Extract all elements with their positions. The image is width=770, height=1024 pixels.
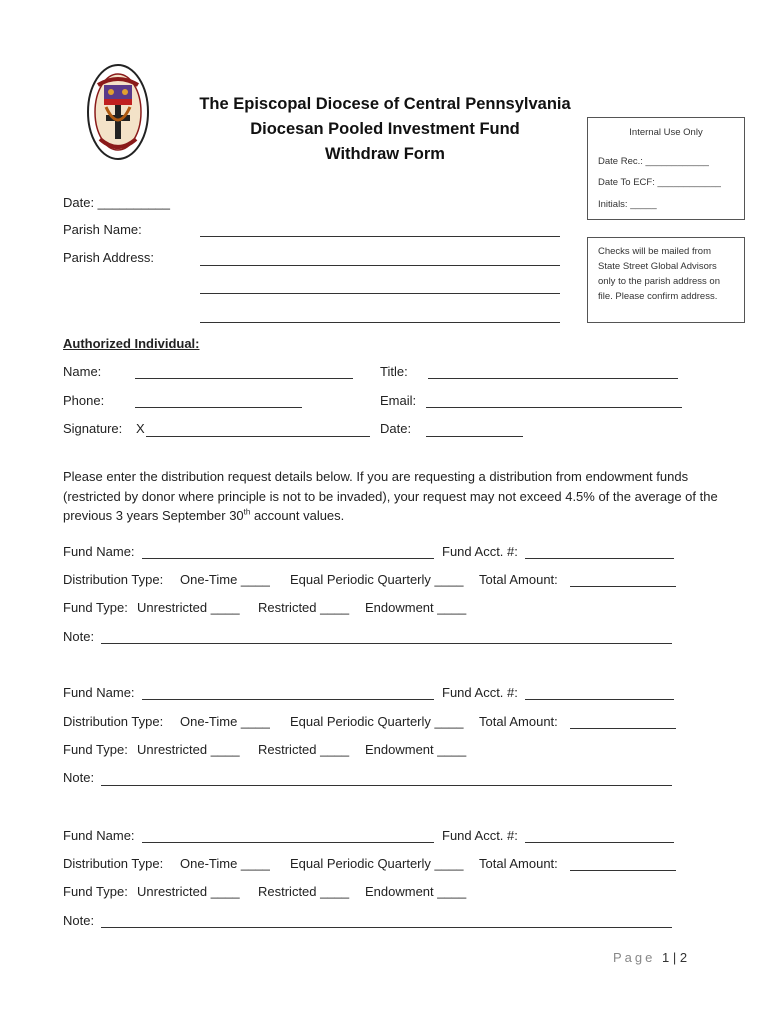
equal-periodic-option[interactable]: Equal Periodic Quarterly ____	[290, 572, 464, 587]
endowment-option[interactable]: Endowment ____	[365, 742, 467, 757]
auth-date-label: Date:	[380, 421, 412, 436]
note-line[interactable]	[101, 785, 672, 786]
page-number-footer	[613, 950, 687, 965]
auth-signature-label: Signature:	[63, 421, 123, 436]
page-number: 1 | 2	[662, 950, 688, 965]
form-title-line-2: Diocesan Pooled Investment Fund	[250, 120, 520, 138]
distribution-type-label: Distribution Type:	[63, 714, 164, 729]
total-amount-label: Total Amount:	[479, 856, 558, 871]
note-label: Note:	[63, 913, 95, 928]
fund-name-line[interactable]	[142, 558, 434, 559]
authorized-individual-heading: Authorized Individual:	[63, 336, 200, 351]
fund-type-label: Fund Type:	[63, 742, 128, 757]
parish-address-line-2[interactable]	[200, 293, 560, 294]
distribution-type-label: Distribution Type:	[63, 572, 164, 587]
auth-title-label: Title:	[380, 364, 408, 379]
note-label: Note:	[63, 629, 95, 644]
notice-line-4: file. Please confirm address.	[598, 291, 718, 302]
fund-acct-line[interactable]	[525, 558, 674, 559]
parish-address-label: Parish Address:	[63, 250, 155, 265]
instructions-superscript: th	[243, 507, 251, 517]
fund-type-label: Fund Type:	[63, 884, 128, 899]
form-date-field[interactable]: Date: __________	[63, 195, 170, 210]
note-line[interactable]	[101, 927, 672, 928]
auth-name-line[interactable]	[135, 378, 353, 379]
equal-periodic-option[interactable]: Equal Periodic Quarterly ____	[290, 714, 464, 729]
total-amount-line[interactable]	[570, 728, 676, 729]
one-time-option[interactable]: One-Time ____	[180, 572, 270, 587]
date-received-field: Date Rec.: ____________	[598, 156, 709, 167]
total-amount-line[interactable]	[570, 586, 676, 587]
distribution-type-label: Distribution Type:	[63, 856, 164, 871]
fund-name-label: Fund Name:	[63, 544, 135, 559]
page-word: Page	[613, 950, 656, 965]
equal-periodic-option[interactable]: Equal Periodic Quarterly ____	[290, 856, 464, 871]
fund-acct-label: Fund Acct. #:	[442, 828, 518, 843]
unrestricted-option[interactable]: Unrestricted ____	[137, 742, 240, 757]
parish-name-line[interactable]	[200, 236, 560, 237]
one-time-option[interactable]: One-Time ____	[180, 714, 270, 729]
fund-acct-label: Fund Acct. #:	[442, 544, 518, 559]
date-to-ecf-field: Date To ECF: ____________	[598, 177, 721, 188]
auth-name-label: Name:	[63, 364, 102, 379]
notice-line-2: State Street Global Advisors	[598, 261, 717, 272]
total-amount-line[interactable]	[570, 870, 676, 871]
total-amount-label: Total Amount:	[479, 714, 558, 729]
signature-x-mark: X	[136, 421, 145, 436]
form-title-line-3: Withdraw Form	[325, 145, 445, 163]
note-label: Note:	[63, 770, 95, 785]
restricted-option[interactable]: Restricted ____	[258, 600, 350, 615]
auth-email-line[interactable]	[426, 407, 682, 408]
mailing-notice-box	[587, 237, 745, 323]
fund-acct-label: Fund Acct. #:	[442, 685, 518, 700]
fund-acct-line[interactable]	[525, 842, 674, 843]
unrestricted-option[interactable]: Unrestricted ____	[137, 884, 240, 899]
restricted-option[interactable]: Restricted ____	[258, 884, 350, 899]
instructions-text: Please enter the distribution request details below. If you are requesting a distribution from endowment funds (restricted by donor where principle is not to be invaded), your request may not exceed 4.5% of the average of the previous 3 years September 30	[63, 469, 718, 523]
auth-signature-line[interactable]	[146, 436, 370, 437]
form-title-line-1: The Episcopal Diocese of Central Pennsylvania	[199, 95, 571, 113]
parish-name-label: Parish Name:	[63, 222, 142, 237]
notice-line-3: only to the parish address on	[598, 276, 720, 287]
parish-address-line-1[interactable]	[200, 265, 560, 266]
note-line[interactable]	[101, 643, 672, 644]
one-time-option[interactable]: One-Time ____	[180, 856, 270, 871]
internal-use-box	[587, 117, 745, 220]
notice-line-1: Checks will be mailed from	[598, 246, 711, 257]
internal-use-heading: Internal Use Only	[629, 127, 703, 138]
auth-phone-label: Phone:	[63, 393, 105, 408]
parish-address-line-3[interactable]	[200, 322, 560, 323]
auth-phone-line[interactable]	[135, 407, 302, 408]
fund-name-label: Fund Name:	[63, 828, 135, 843]
restricted-option[interactable]: Restricted ____	[258, 742, 350, 757]
endowment-option[interactable]: Endowment ____	[365, 600, 467, 615]
endowment-option[interactable]: Endowment ____	[365, 884, 467, 899]
auth-email-label: Email:	[380, 393, 417, 408]
fund-name-label: Fund Name:	[63, 685, 135, 700]
auth-title-line[interactable]	[428, 378, 678, 379]
fund-name-line[interactable]	[142, 699, 434, 700]
fund-type-label: Fund Type:	[63, 600, 128, 615]
instructions-text-end: account values.	[250, 508, 345, 523]
fund-name-line[interactable]	[142, 842, 434, 843]
auth-date-line[interactable]	[426, 436, 523, 437]
fund-acct-line[interactable]	[525, 699, 674, 700]
initials-field: Initials: _____	[598, 199, 657, 210]
total-amount-label: Total Amount:	[479, 572, 558, 587]
unrestricted-option[interactable]: Unrestricted ____	[137, 600, 240, 615]
instructions-paragraph	[63, 467, 723, 526]
